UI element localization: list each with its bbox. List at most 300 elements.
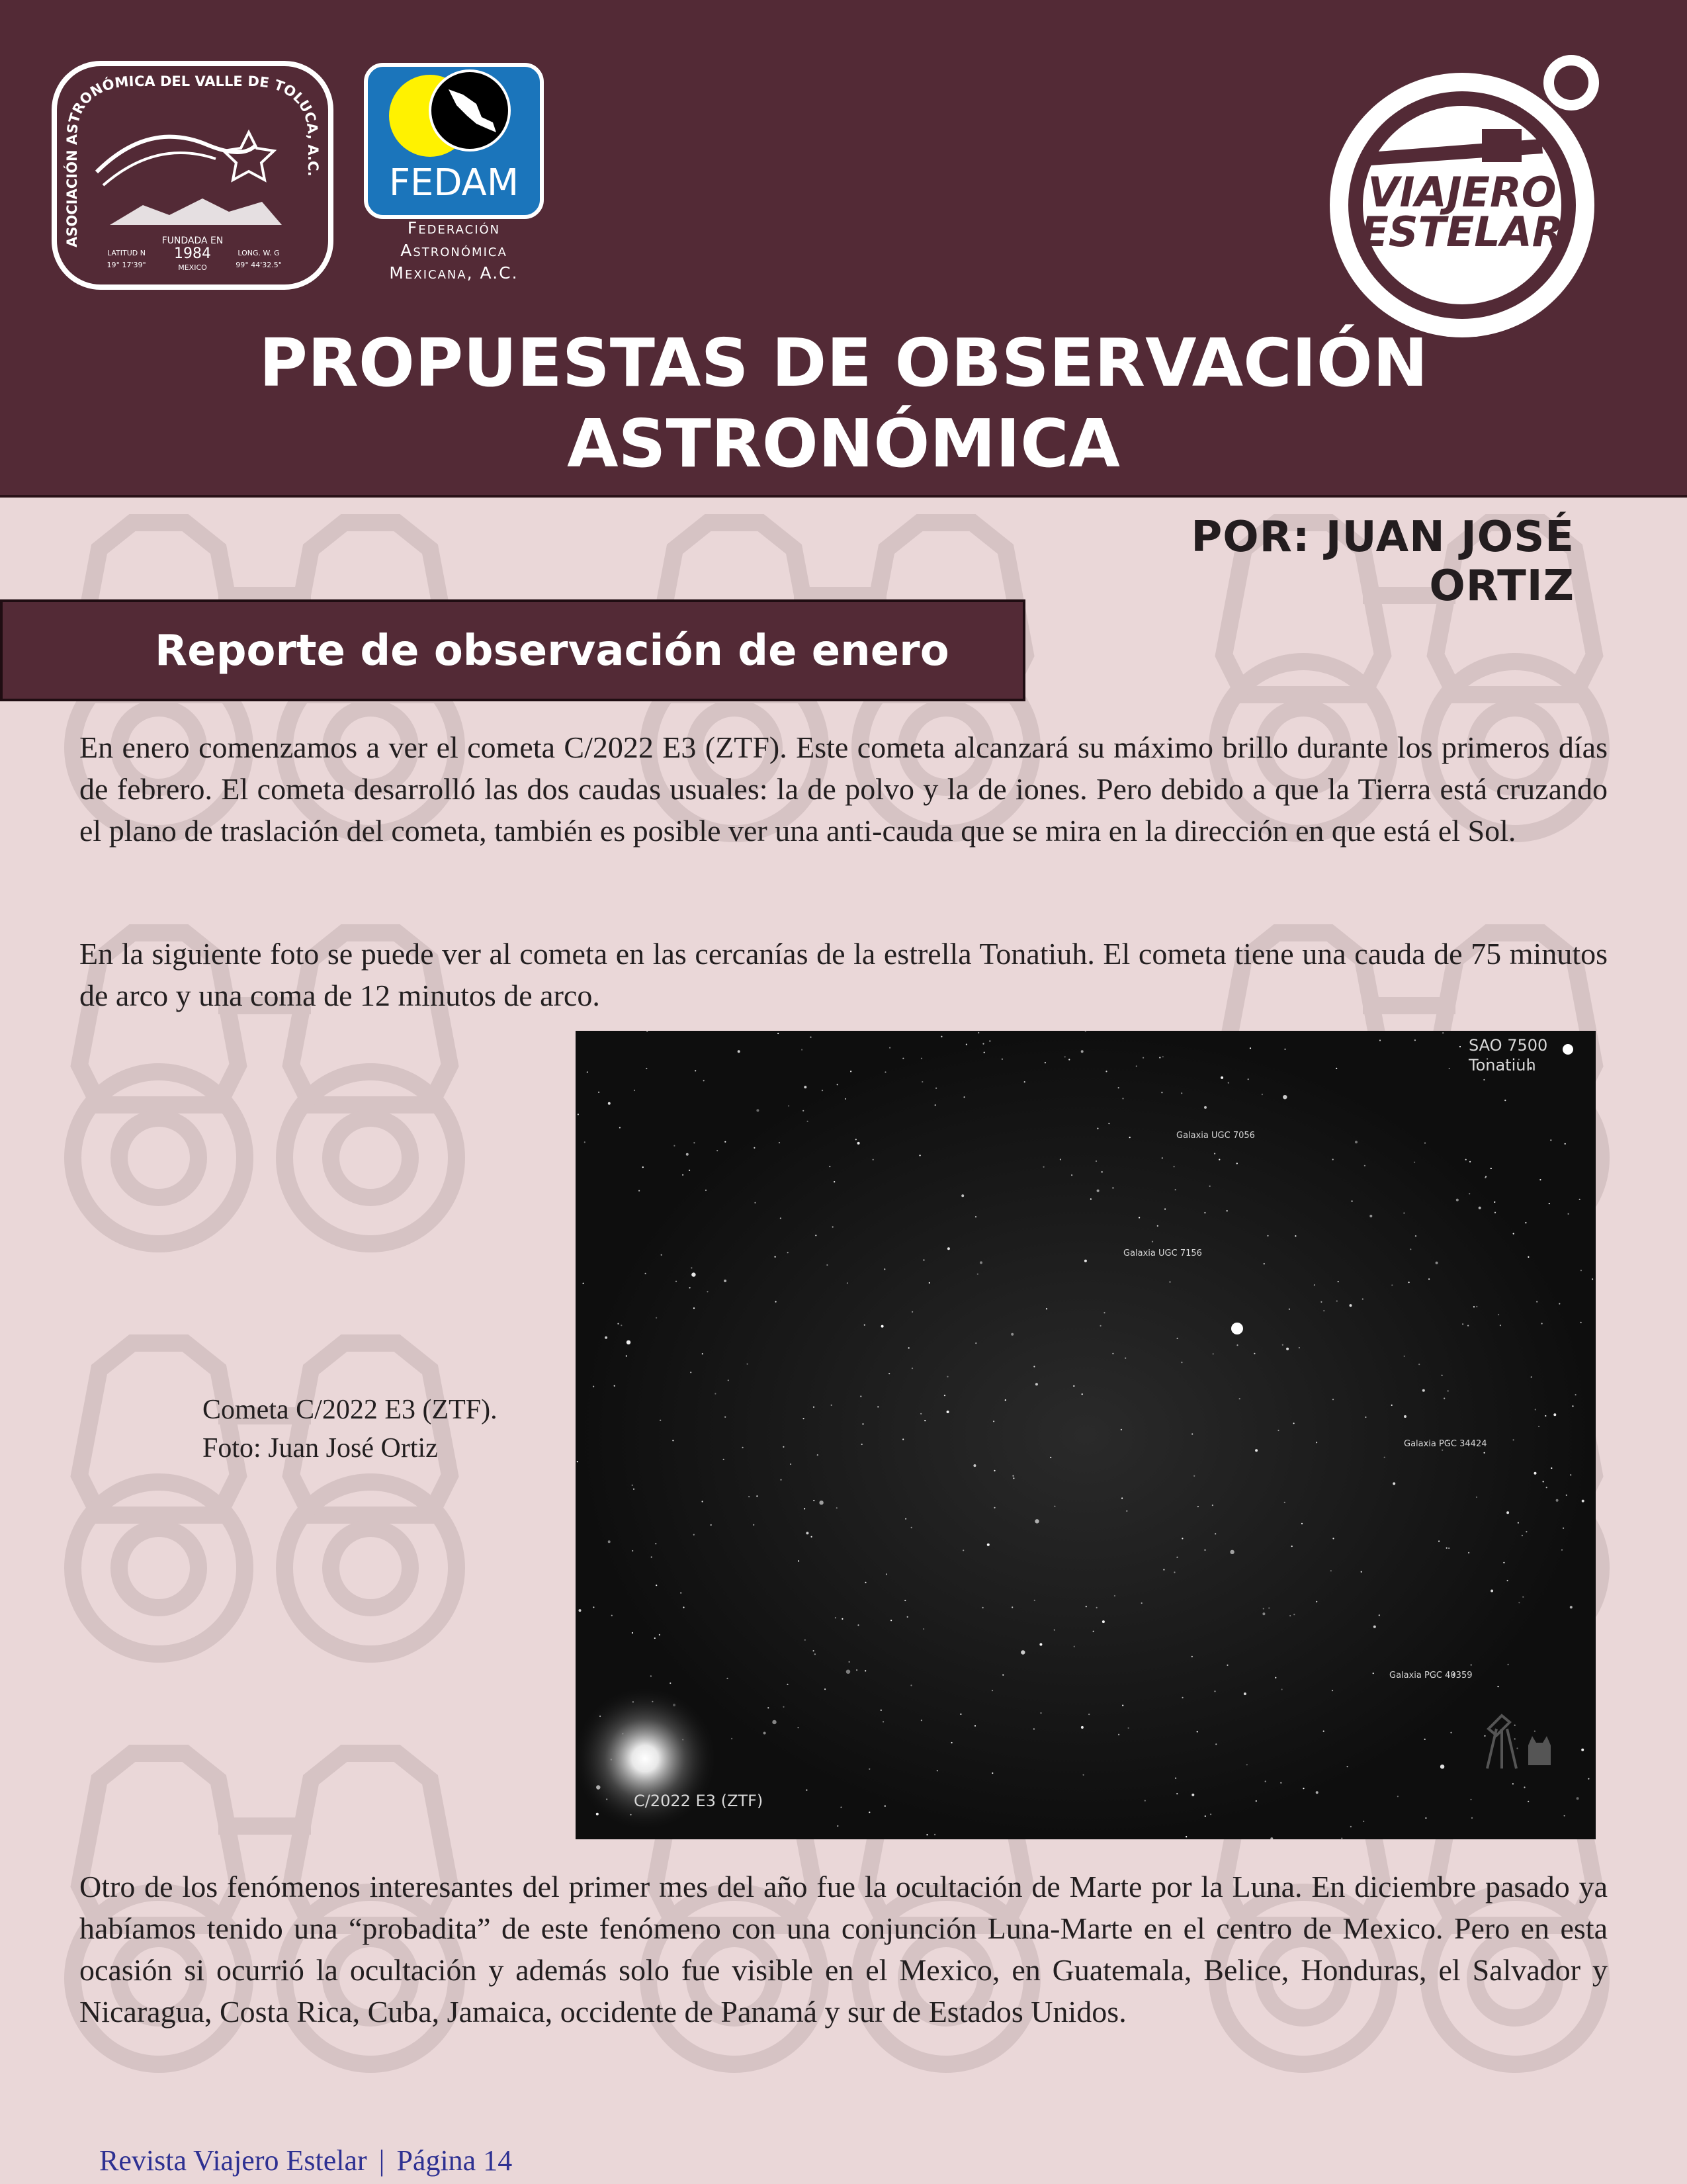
star: [1551, 1467, 1552, 1469]
star: [907, 1616, 908, 1618]
title-line: ASTRONÓMICA: [567, 405, 1120, 482]
star: [1491, 1590, 1493, 1593]
star: [1355, 1141, 1358, 1143]
star: [1169, 1282, 1170, 1283]
star: [611, 1615, 613, 1616]
star: [1174, 1166, 1175, 1167]
star: [742, 1447, 744, 1448]
star: [1197, 1506, 1199, 1507]
star: [1246, 1764, 1248, 1765]
star: [1090, 1198, 1092, 1200]
star: [587, 1071, 588, 1072]
star: [810, 1037, 811, 1038]
star: [1581, 1749, 1584, 1751]
star: [1221, 1076, 1223, 1079]
star: [659, 1634, 660, 1636]
star: [1191, 1656, 1193, 1657]
star: [703, 1080, 705, 1081]
star: [888, 1373, 890, 1374]
star: [748, 1496, 750, 1497]
star: [850, 1070, 851, 1072]
star: [756, 1495, 757, 1497]
star: [605, 1336, 607, 1339]
star: [1422, 1389, 1425, 1392]
star: [1074, 1646, 1075, 1647]
star: [1163, 1569, 1164, 1570]
star: [1214, 1690, 1215, 1692]
star: [923, 1259, 924, 1260]
star: [869, 1812, 870, 1813]
star: [693, 1534, 695, 1536]
star: [670, 1682, 671, 1684]
star: [1404, 1356, 1405, 1357]
star: [638, 1190, 640, 1192]
star: [1088, 1714, 1090, 1715]
star: [1473, 1306, 1475, 1307]
caption-line: Foto: Juan José Ortiz: [202, 1433, 438, 1463]
star: [1045, 1062, 1046, 1063]
star: [1373, 1673, 1374, 1674]
star: [1262, 1612, 1265, 1615]
star: [1330, 1570, 1332, 1571]
star: [1414, 1039, 1416, 1041]
star: [1174, 1571, 1175, 1573]
star: [1181, 1092, 1182, 1094]
star: [1236, 1162, 1238, 1164]
viajero-logo-line2: ESTELAR: [1360, 208, 1564, 256]
star: [1197, 1731, 1198, 1732]
label-galaxy-2: Galaxia UGC 7156: [1123, 1248, 1202, 1258]
star: [804, 1508, 805, 1509]
star: [1468, 1552, 1469, 1553]
star: [1373, 1626, 1376, 1628]
fedam-wordmark: FEDAM: [388, 161, 519, 204]
paragraph-mars-occultation: Otro de los fenómenos interesantes del primer mes del año fue la ocultación de Marte por la Luna. En diciembre pasado ya habíamos tenido una “probadita” de este fenómeno con una conjunción Luna-Marte en el centro de Mexico. Pero en esta ocasión si ocurrió la ocultación y además solo fue visible en el Mexico, en Guatemala, Belice, Honduras, el Salvador y Nicaragua, Costa Rica, Cuba, Jamaica, occidente de Panamá y sur de Estados Unidos.: [79, 1870, 1608, 2029]
star: [912, 1311, 913, 1313]
star: [1068, 1059, 1070, 1060]
star: [822, 1090, 823, 1091]
star: [1186, 1836, 1187, 1837]
star: [911, 1527, 912, 1528]
star: [1572, 1405, 1573, 1407]
star: [973, 1464, 976, 1467]
star: [797, 1727, 799, 1728]
star: [1281, 1688, 1283, 1690]
star: [1550, 1139, 1551, 1141]
star: [1526, 1531, 1527, 1532]
star: [1035, 1519, 1039, 1523]
star: [1263, 1608, 1264, 1609]
star: [862, 1423, 863, 1424]
star: [1379, 1039, 1381, 1041]
star: [1314, 1284, 1315, 1286]
star: [788, 1105, 789, 1106]
label-star-line1: SAO 7500: [1469, 1036, 1548, 1055]
star: [1084, 1260, 1087, 1262]
star: [1193, 1475, 1195, 1477]
star: [1442, 1032, 1444, 1033]
star: [1161, 1092, 1162, 1093]
star: [702, 1501, 703, 1502]
star: [1483, 1079, 1485, 1080]
star: [1083, 1774, 1084, 1776]
star: [1050, 1457, 1051, 1458]
star: [705, 1190, 707, 1191]
star: [608, 1540, 611, 1543]
star: [1403, 1212, 1405, 1213]
star: [992, 1772, 993, 1774]
star: [963, 1550, 964, 1551]
star: [1191, 1433, 1193, 1434]
star: [1384, 1457, 1385, 1458]
star: [960, 1714, 961, 1715]
star: [723, 1459, 724, 1460]
star: [775, 1256, 776, 1258]
star: [1459, 1046, 1461, 1047]
star: [683, 1606, 684, 1608]
star: [1524, 1786, 1525, 1788]
viajero-estelar-logo: [1323, 40, 1627, 344]
star: [1414, 1162, 1415, 1163]
star: [1494, 1201, 1495, 1203]
star: [583, 1283, 584, 1284]
footer-separator: |: [378, 2144, 385, 2177]
star: [961, 1194, 964, 1197]
star: [1267, 1235, 1268, 1237]
star: [724, 1417, 726, 1418]
star: [1214, 1153, 1215, 1155]
star: [1071, 1174, 1072, 1176]
star: [1500, 1325, 1501, 1326]
star: [847, 1282, 848, 1284]
star: [1011, 1333, 1014, 1336]
star: [1284, 1502, 1285, 1503]
star: [1564, 1815, 1565, 1816]
star: [966, 1044, 967, 1045]
star: [1323, 1731, 1324, 1732]
star: [579, 1609, 582, 1612]
fedam-caption-line: Federación: [407, 218, 501, 238]
star: [779, 1142, 780, 1143]
star: [1504, 1100, 1506, 1101]
aavt-founded-label: FUNDADA EN: [161, 236, 224, 246]
star: [1268, 1607, 1270, 1608]
star: [1476, 1306, 1477, 1307]
star: [632, 1550, 633, 1551]
aavt-lat-value: 19° 17'39": [107, 261, 146, 269]
star: [921, 1058, 922, 1059]
star: [1338, 1281, 1339, 1282]
star: [1425, 1817, 1426, 1819]
star: [1277, 1430, 1279, 1431]
star: [1204, 1550, 1205, 1551]
star: [987, 1544, 990, 1546]
star: [1332, 1690, 1333, 1691]
star: [1513, 1439, 1514, 1440]
star: [802, 1110, 804, 1112]
star: [1513, 1233, 1514, 1235]
star: [975, 1216, 976, 1217]
author-byline: POR: JUAN JOSÉ ORTIZ: [1191, 513, 1575, 611]
star: [1064, 1056, 1066, 1057]
star: [777, 1033, 779, 1034]
star: [650, 1675, 652, 1677]
star: [910, 1684, 912, 1686]
star: [1244, 1692, 1246, 1695]
star: [815, 1235, 816, 1236]
star: [621, 1325, 622, 1326]
star: [1164, 1208, 1166, 1209]
label-galaxy-1: Galaxia UGC 7056: [1176, 1131, 1255, 1141]
star: [1136, 1065, 1137, 1067]
fedam-logo: [364, 63, 544, 219]
star: [655, 1543, 656, 1544]
star: [886, 1573, 887, 1575]
star: [738, 1050, 740, 1053]
star: [682, 1174, 683, 1176]
star: [726, 1678, 728, 1679]
star: [837, 1084, 838, 1085]
star: [693, 1307, 695, 1309]
star: [921, 1720, 922, 1721]
star: [1545, 1415, 1546, 1417]
star: [1534, 1472, 1537, 1475]
star: [673, 1145, 675, 1147]
aavt-lat-label: LATITUD N: [107, 249, 146, 257]
star: [1561, 1550, 1563, 1551]
star: [1543, 1481, 1544, 1482]
star: [714, 1393, 716, 1394]
star: [1320, 1301, 1322, 1303]
star: [1143, 1057, 1144, 1059]
star: [651, 1556, 652, 1557]
star: [1176, 1557, 1178, 1558]
star: [1034, 1600, 1035, 1601]
star: [783, 1706, 784, 1708]
star: [813, 1407, 814, 1408]
star: [1175, 1189, 1176, 1190]
star: [1122, 1098, 1123, 1099]
star: [1204, 1106, 1207, 1109]
star: [1397, 1796, 1399, 1797]
star: [1498, 1314, 1499, 1315]
star: [845, 1098, 846, 1100]
page-title: [0, 323, 1687, 484]
star: [1341, 1838, 1342, 1839]
star: [1503, 1562, 1504, 1563]
star: [1112, 1353, 1113, 1354]
star: [1364, 1165, 1365, 1166]
star: [1316, 1791, 1319, 1794]
star: [1039, 1643, 1042, 1646]
star: [1175, 1778, 1176, 1779]
star: [1352, 1200, 1353, 1201]
star: [944, 1395, 945, 1396]
label-galaxy-4: Galaxia PGC 40359: [1389, 1671, 1473, 1681]
star: [1408, 1282, 1410, 1283]
star: [1227, 1210, 1228, 1211]
star: [1494, 1212, 1496, 1213]
star: [1577, 1797, 1579, 1800]
star: [754, 1147, 755, 1149]
star: [1580, 1322, 1582, 1323]
star: [856, 1669, 857, 1671]
comet-photo: [576, 1031, 1596, 1839]
star: [728, 1379, 729, 1381]
star: [1102, 1620, 1105, 1623]
star: [947, 1376, 948, 1377]
star: [660, 1420, 661, 1421]
star: [1219, 1159, 1220, 1160]
star: [1293, 1614, 1295, 1615]
star: [672, 1440, 673, 1441]
star: [1284, 1049, 1285, 1050]
viajero-logo-line1: VIAJERO: [1367, 168, 1557, 216]
star: [1415, 1235, 1416, 1237]
star: [1484, 1735, 1485, 1737]
star: [857, 1142, 860, 1145]
star: [1254, 1353, 1255, 1354]
star: [817, 1454, 818, 1456]
star: [1182, 1538, 1183, 1539]
star: [1157, 1225, 1158, 1227]
star: [1289, 1615, 1291, 1616]
star: [1118, 1087, 1119, 1088]
label-comet: C/2022 E3 (ZTF): [634, 1792, 763, 1810]
star: [819, 1501, 823, 1505]
star: [885, 1071, 886, 1072]
star: [1361, 1571, 1362, 1573]
star: [842, 1618, 843, 1620]
star: [1108, 1123, 1109, 1124]
star: [1514, 1725, 1516, 1726]
star: [693, 1142, 695, 1143]
star: [1182, 1697, 1184, 1698]
star: [1546, 1487, 1547, 1488]
star: [1424, 1143, 1426, 1144]
star: [753, 1524, 754, 1526]
star: [1162, 1056, 1164, 1057]
star: [1121, 1497, 1123, 1499]
star: [902, 1438, 904, 1440]
star: [832, 1226, 834, 1227]
star: [1081, 1726, 1084, 1729]
star: [1303, 1788, 1304, 1789]
star: [978, 1032, 979, 1033]
star: [1350, 1304, 1352, 1307]
paragraph-comet-intro: En enero comenzamos a ver el cometa C/2022 E3 (ZTF). Este cometa alcanzará su máximo brillo durante los primeros días de febrero. El cometa desarrolló las dos caudas usuales: la de polvo y la de iones. Pero debido a que la Tierra está cruzando el plano de traslación del cometa, también es posible ver una anti-cauda que se mira en la dirección en que está el Sol.: [79, 730, 1608, 848]
star: [1393, 1482, 1395, 1485]
star: [1391, 1284, 1393, 1286]
star: [1448, 1548, 1449, 1549]
star: [1262, 1094, 1263, 1095]
star: [1205, 1815, 1206, 1817]
star: [924, 1420, 926, 1421]
star: [1518, 1602, 1520, 1603]
footer-page-number: Página 14: [396, 2144, 513, 2177]
star: [902, 1058, 904, 1059]
star: [1525, 1222, 1526, 1223]
star: [1256, 1800, 1257, 1802]
star: [1553, 1413, 1556, 1416]
star: [873, 1159, 874, 1160]
star: [731, 1738, 732, 1739]
star: [645, 1273, 646, 1274]
star: [1514, 1738, 1516, 1739]
star: [1255, 1449, 1258, 1452]
footer-magazine: Revista Viajero Estelar: [99, 2144, 367, 2177]
star: [798, 1560, 799, 1561]
star: [1549, 1203, 1550, 1204]
star: [920, 1413, 922, 1415]
star: [1563, 1528, 1564, 1529]
star: [1332, 1538, 1334, 1539]
star: [935, 1104, 936, 1106]
aavt-country: MEXICO: [178, 263, 207, 272]
star: [707, 1291, 708, 1292]
star: [1162, 1157, 1163, 1158]
star: [926, 1834, 928, 1835]
star: [951, 1742, 953, 1743]
star: [1332, 1399, 1334, 1400]
aavt-arc-text: ASOCIACIÓN ASTRONÓMICA DEL VALLE DE TOLUCA, A.C.: [64, 73, 322, 247]
star: [1035, 1383, 1038, 1385]
star: [947, 1247, 950, 1250]
star: [1518, 1522, 1519, 1524]
star: [837, 1825, 838, 1827]
star: [1126, 1510, 1127, 1512]
fedam-caption-line: Astronómica: [400, 241, 507, 260]
star: [1336, 1068, 1337, 1069]
star: [690, 1372, 691, 1373]
star: [686, 1153, 689, 1156]
star: [1013, 1477, 1014, 1479]
star: [1024, 1081, 1025, 1082]
star: [1082, 1393, 1083, 1395]
star: [835, 1617, 836, 1618]
star: [756, 1109, 759, 1112]
star: [1086, 1606, 1087, 1607]
star: [982, 1043, 984, 1045]
star: [1479, 1207, 1481, 1209]
star: [904, 1600, 906, 1601]
star: [855, 1139, 857, 1140]
star: [626, 1355, 627, 1356]
star: [801, 1049, 802, 1051]
star: [787, 1684, 788, 1685]
star: [724, 1141, 726, 1143]
star: [1410, 1248, 1411, 1250]
star: [1568, 1213, 1569, 1215]
star: [1575, 1394, 1577, 1395]
page-header: [0, 0, 1687, 498]
star: [724, 1280, 726, 1282]
star: [1559, 1303, 1560, 1304]
star: [1283, 1095, 1287, 1099]
star: [1033, 1728, 1035, 1729]
star: [1476, 1497, 1477, 1498]
star: [1181, 1362, 1182, 1363]
star: [908, 1347, 910, 1348]
star: [829, 1166, 830, 1167]
star: [1528, 1256, 1529, 1258]
star: [1470, 1799, 1471, 1800]
star: [695, 1070, 696, 1071]
star: [947, 1411, 949, 1413]
aavt-year: 1984: [174, 245, 211, 262]
star: [1556, 1499, 1559, 1502]
star: [977, 1274, 978, 1275]
